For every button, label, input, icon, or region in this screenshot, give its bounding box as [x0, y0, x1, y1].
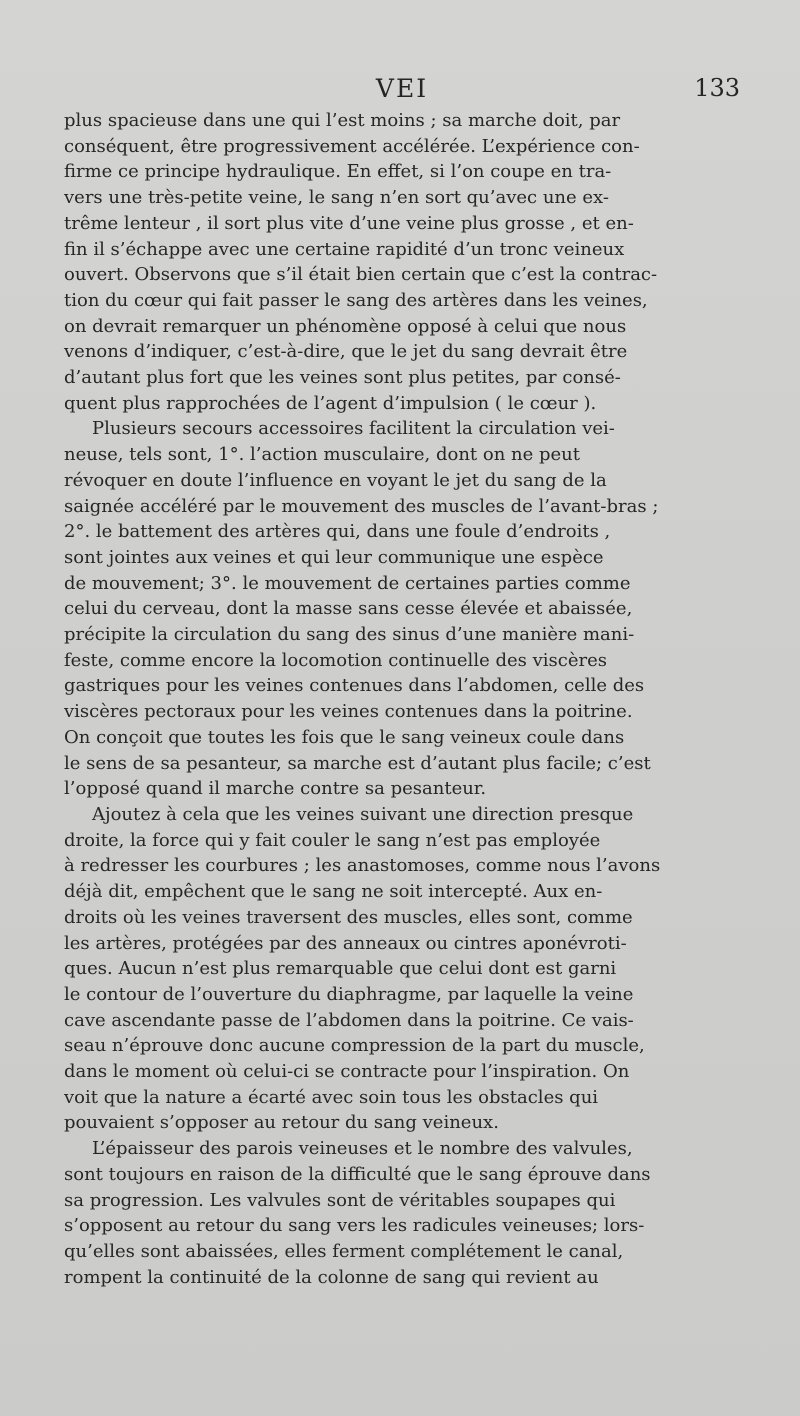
text-line: rompent la continuité de la colonne de sang qui revient au	[64, 1266, 599, 1288]
text-line: L’épaisseur des parois veineuses et le nombre des valvules,	[92, 1138, 633, 1160]
text-line: on devrait remarquer un phénomène opposé à celui que nous	[64, 315, 627, 337]
text-line: seau n’éprouve donc aucune compression de la part du muscle,	[64, 1035, 645, 1057]
text-line: 2°. le battement des artères qui, dans une foule d’endroits ,	[64, 521, 611, 543]
paragraph	[64, 416, 740, 802]
text-line: dans le moment où celui-ci se contracte pour l’inspiration. On	[64, 1061, 630, 1083]
text-line: vers une très-petite veine, le sang n’en sort qu’avec une ex-	[64, 187, 609, 209]
text-line: Plusieurs secours accessoires facilitent la circulation vei-	[92, 418, 615, 440]
text-line: l’opposé quand il marche contre sa pesanteur.	[64, 778, 487, 800]
text-line: venons d’indiquer, c’est-à-dire, que le jet du sang devrait être	[64, 341, 628, 363]
paragraph	[64, 108, 740, 416]
text-line: feste, comme encore la locomotion continuelle des viscères	[64, 649, 607, 671]
paragraph	[64, 802, 740, 1136]
text-line: gastriques pour les veines contenues dans l’abdomen, celle des	[64, 675, 645, 697]
paragraph	[64, 1136, 740, 1290]
text-line: à redresser les courbures ; les anastomoses, comme nous l’avons	[64, 855, 661, 877]
text-line: sa progression. Les valvules sont de véritables soupapes qui	[64, 1189, 616, 1211]
text-line: saignée accéléré par le mouvement des muscles de l’avant-bras ;	[64, 495, 659, 517]
page-number: 133	[694, 74, 740, 102]
text-line: On conçoit que toutes les fois que le sang veineux coule dans	[64, 726, 625, 748]
text-line: neuse, tels sont, 1°. l’action musculaire, dont on ne peut	[64, 444, 580, 466]
text-line: d’autant plus fort que les veines sont plus petites, par consé-	[64, 367, 621, 389]
body-text	[64, 108, 740, 1290]
text-line: celui du cerveau, dont la masse sans cesse élevée et abaissée,	[64, 598, 633, 620]
text-line: le sens de sa pesanteur, sa marche est d’autant plus facile; c’est	[64, 752, 651, 774]
text-line: fin il s’échappe avec une certaine rapidité d’un tronc veineux	[64, 238, 625, 260]
text-line: droits où les veines traversent des muscles, elles sont, comme	[64, 906, 633, 928]
text-line: de mouvement; 3°. le mouvement de certaines parties comme	[64, 572, 631, 594]
running-title: VEI	[375, 74, 429, 103]
text-line: cave ascendante passe de l’abdomen dans la poitrine. Ce vais-	[64, 1009, 634, 1031]
text-line: trême lenteur , il sort plus vite d’une veine plus grosse , et en-	[64, 212, 634, 234]
text-line: voit que la nature a écarté avec soin tous les obstacles qui	[64, 1086, 599, 1108]
text-line: conséquent, être progressivement accélérée. L’expérience con-	[64, 135, 640, 157]
text-line: pouvaient s’opposer au retour du sang veineux.	[64, 1112, 499, 1134]
text-line: le contour de l’ouverture du diaphragme, par laquelle la veine	[64, 983, 634, 1005]
text-line: précipite la circulation du sang des sinus d’une manière mani-	[64, 624, 635, 646]
text-line: s’opposent au retour du sang vers les radicules veineuses; lors-	[64, 1215, 645, 1237]
text-line: qu’elles sont abaissées, elles ferment complétement le canal,	[64, 1240, 624, 1262]
text-line: les artères, protégées par des anneaux ou cintres aponévroti-	[64, 932, 627, 954]
text-line: firme ce principe hydraulique. En effet, si l’on coupe en tra-	[64, 161, 612, 183]
text-line: ouvert. Observons que s’il était bien certain que c’est la contrac-	[64, 264, 658, 286]
text-line: plus spacieuse dans une qui l’est moins ; sa marche doit, par	[64, 110, 621, 131]
text-line: droite, la force qui y fait couler le sang n’est pas employée	[64, 829, 601, 851]
running-header	[64, 74, 740, 108]
text-line: ques. Aucun n’est plus remarquable que celui dont est garni	[64, 958, 617, 980]
text-line: Ajoutez à cela que les veines suivant une direction presque	[92, 803, 634, 825]
text-line: viscères pectoraux pour les veines contenues dans la poitrine.	[64, 701, 633, 723]
text-line: quent plus rapprochées de l’agent d’impulsion ( le cœur ).	[64, 392, 597, 414]
text-line: sont toujours en raison de la difficulté que le sang éprouve dans	[64, 1163, 651, 1185]
text-line: tion du cœur qui fait passer le sang des artères dans les veines,	[64, 289, 648, 311]
text-line: sont jointes aux veines et qui leur communique une espèce	[64, 546, 604, 568]
text-line: déjà dit, empêchent que le sang ne soit intercepté. Aux en-	[64, 881, 603, 903]
text-line: révoquer en doute l’influence en voyant le jet du sang de la	[64, 469, 607, 491]
